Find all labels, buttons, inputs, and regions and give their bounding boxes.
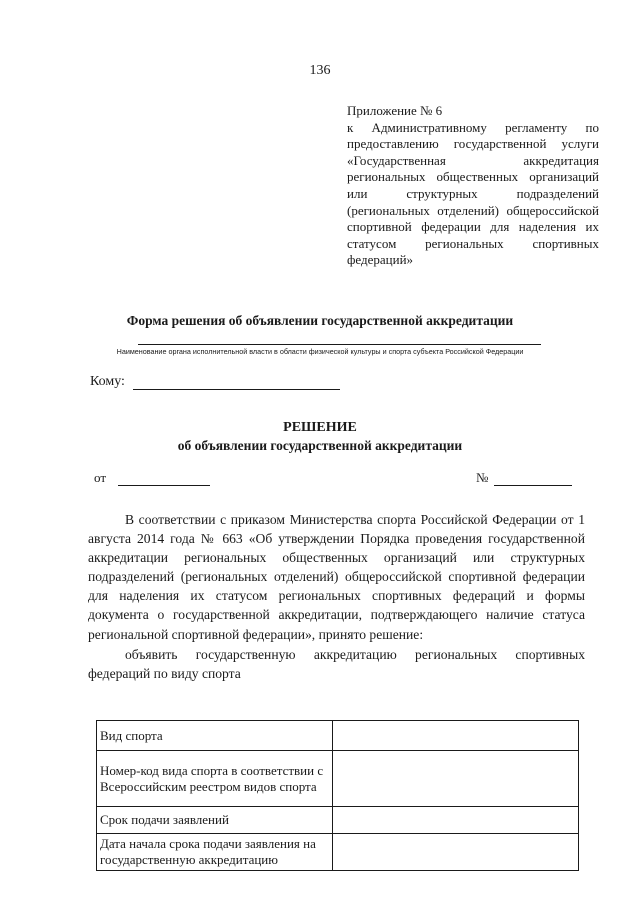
table-cell-value	[333, 751, 579, 807]
table-cell-label: Вид спорта	[97, 721, 333, 751]
table-row	[97, 834, 579, 871]
body-paragraph-2: объявить государственную аккредитацию региональных спортивных федераций по виду спорта	[88, 646, 585, 681]
decision-title: РЕШЕНИЕ	[283, 420, 357, 435]
page-number: 136	[309, 63, 331, 78]
table-cell-value	[333, 721, 579, 751]
date-blank-line	[118, 474, 210, 486]
decision-subtitle: об объявлении государственной аккредитации	[177, 438, 463, 453]
form-title: Форма решения об объявлении государственной аккредитации	[126, 313, 514, 328]
number-blank-line	[494, 474, 572, 486]
recipient-row	[90, 374, 340, 390]
recipient-blank-line	[133, 376, 340, 390]
table-row	[97, 807, 579, 834]
table-row	[97, 751, 579, 807]
number-row	[476, 470, 572, 486]
date-label: от	[94, 470, 107, 485]
table-cell-label: Срок подачи заявлений	[97, 807, 333, 834]
appendix-block	[347, 103, 599, 269]
body-paragraph-1: В соответствии с приказом Министерства спорта Российской Федерации от 1 августа 2014 года № 663 «Об утверждении Порядка проведения государственной аккредитации региональных общественных организаций или структурных подразделений (региональных отделений) общероссийской спортивной федерации для наделения их статусом региональных спортивных федераций и формы документа о государственной аккредитации, подтверждающего наличие статуса региональной спортивной федерации», принято решение:	[88, 512, 585, 642]
org-name-line	[138, 344, 541, 345]
decision-body	[88, 510, 585, 683]
org-name-caption: Наименование органа исполнительной власти в области физической культуры и спорта субъекта Российской Федерации	[116, 347, 524, 356]
date-row	[94, 470, 210, 486]
appendix-title: Приложение № 6	[347, 103, 443, 118]
table-cell-value	[333, 834, 579, 871]
accreditation-params-table	[96, 720, 579, 871]
recipient-label: Кому:	[90, 374, 125, 389]
table-cell-value	[333, 807, 579, 834]
appendix-text: к Административному регламенту по предоставлению государственной услуги «Государственная аккредитация региональных общественных организаций или структурных подразделений (региональных отделений) общероссийской спортивной федерации для наделения их статусом региональных спортивных федераций»	[347, 119, 599, 268]
number-label: №	[476, 470, 489, 485]
table-cell-label: Номер-код вида спорта в соответствии с Всероссийским реестром видов спорта	[97, 751, 333, 807]
table-cell-label: Дата начала срока подачи заявления на государственную аккредитацию	[97, 834, 333, 871]
table-row	[97, 721, 579, 751]
